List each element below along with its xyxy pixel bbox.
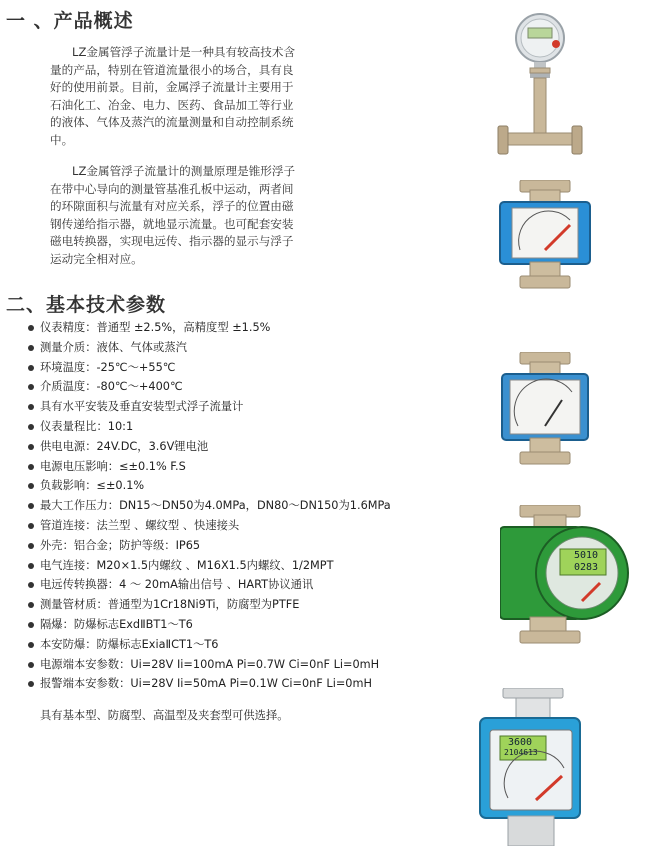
bullet-icon	[28, 602, 34, 608]
spec-item	[28, 516, 428, 536]
spec-item	[28, 536, 428, 556]
product-image-horizontal-flowmeter-white	[490, 352, 600, 472]
spec-text: 隔爆：防爆标志ExdⅡBT1～T6	[40, 617, 193, 631]
spec-text: 电源端本安参数：Ui=28V Ii=100mA Pi=0.7W Ci=0nF Li=0mH	[40, 657, 380, 671]
spec-text: 外壳：铝合金；防护等级：IP65	[40, 538, 201, 552]
bullet-icon	[28, 681, 34, 687]
bullet-icon	[28, 424, 34, 430]
spec-text: 管道连接：法兰型 、螺纹型 、快速接头	[40, 518, 240, 532]
product-image-vertical-flowmeter	[490, 8, 590, 168]
spec-text: 测量管材质：普通型为1Cr18Ni9Ti，防腐型为PTFE	[40, 598, 300, 612]
spec-text: 电远传转换器：4 ～ 20mA输出信号 、HART协议通讯	[40, 578, 314, 592]
section1-heading: 一 、产品概述	[6, 10, 134, 32]
bullet-icon	[28, 365, 34, 371]
bullet-icon	[28, 464, 34, 470]
spec-item	[28, 377, 428, 397]
spec-text: 本安防爆：防爆标志ExiaⅡCT1～T6	[40, 637, 219, 651]
spec-item	[28, 358, 428, 378]
spec-item	[28, 338, 428, 358]
bullet-icon	[28, 325, 34, 331]
spec-text: 测量介质：液体、气体或蒸汽	[40, 340, 187, 354]
spec-item	[28, 417, 428, 437]
bullet-icon	[28, 444, 34, 450]
product-image-green-smart-flowmeter	[500, 505, 630, 655]
spec-item	[28, 437, 428, 457]
bullet-icon	[28, 503, 34, 509]
spec-text: 报警端本安参数：Ui=28V Ii=50mA Pi=0.1W Ci=0nF Li=0mH	[40, 677, 372, 691]
spec-item	[28, 615, 428, 635]
intro-paragraph-2: LZ金属管浮子流量计的测量原理是锥形浮子在带中心导向的测量管基准孔板中运动，两者间的环隙面积与流量有对应关系，浮子的位置由磁钢传递给指示器，就地显示流量。也可配套安装磁电转换器，实现电远传、指示器的显示与浮子运动完全相对应。	[50, 164, 296, 266]
display-reading-1: 3600	[508, 737, 533, 748]
intro-paragraph-1: LZ金属管浮子流量计是一种具有较高技术含量的产品，特别在管道流量很小的场合，具有良好的使用前景。目前，金属浮子流量计主要用于石油化工、冶金、电力、医药、食品加工等行业的液体、气体及蒸汽的流量测量和自动控制系统中。	[50, 45, 296, 147]
spec-text: 电源电压影响：≤±0.1% F.S	[40, 459, 186, 473]
bullet-icon	[28, 543, 34, 549]
bullet-icon	[28, 662, 34, 668]
options-note: 具有基本型、防腐型、高温型及夹套型可供选择。	[40, 709, 289, 722]
bullet-icon	[28, 483, 34, 489]
spec-text: 电气连接：M20×1.5内螺纹 、M16X1.5内螺纹、1/2MPT	[40, 558, 334, 572]
display-reading-2: 2104613	[504, 748, 538, 757]
bullet-icon	[28, 404, 34, 410]
spec-item	[28, 476, 428, 496]
spec-item	[28, 635, 428, 655]
spec-text: 仪表精度：普通型 ±2.5%，高精度型 ±1.5%	[40, 321, 271, 334]
spec-item	[28, 457, 428, 477]
spec-list	[28, 318, 428, 694]
bullet-icon	[28, 642, 34, 648]
bullet-icon	[28, 384, 34, 390]
bullet-icon	[28, 563, 34, 569]
display-reading-1: 5010	[574, 550, 599, 561]
spec-item	[28, 575, 428, 595]
display-reading-2: 0283	[574, 562, 599, 573]
bullet-icon	[28, 622, 34, 628]
spec-item	[28, 595, 428, 615]
bullet-icon	[28, 582, 34, 588]
spec-text: 环境温度：-25℃～+55℃	[40, 360, 176, 374]
bullet-icon	[28, 345, 34, 351]
spec-text: 供电电源：24V.DC，3.6V锂电池	[40, 439, 209, 453]
spec-item	[28, 674, 428, 694]
section2-heading: 二、基本技术参数	[6, 294, 167, 316]
product-image-horizontal-flowmeter-blue	[490, 180, 600, 298]
product-image-vertical-blue-flowmeter	[478, 688, 588, 846]
spec-text: 仪表量程比：10:1	[40, 419, 134, 433]
bullet-icon	[28, 523, 34, 529]
spec-item	[28, 318, 428, 338]
spec-item	[28, 496, 428, 516]
spec-item	[28, 556, 428, 576]
spec-text: 负载影响：≤±0.1%	[40, 479, 145, 493]
spec-text: 具有水平安装及垂直安装型式浮子流量计	[40, 400, 244, 414]
spec-item	[28, 655, 428, 675]
spec-text: 最大工作压力：DN15～DN50为4.0MPa，DN80～DN150为1.6MPa	[40, 499, 391, 513]
spec-item	[28, 397, 428, 417]
spec-text: 介质温度：-80℃～+400℃	[40, 380, 183, 394]
